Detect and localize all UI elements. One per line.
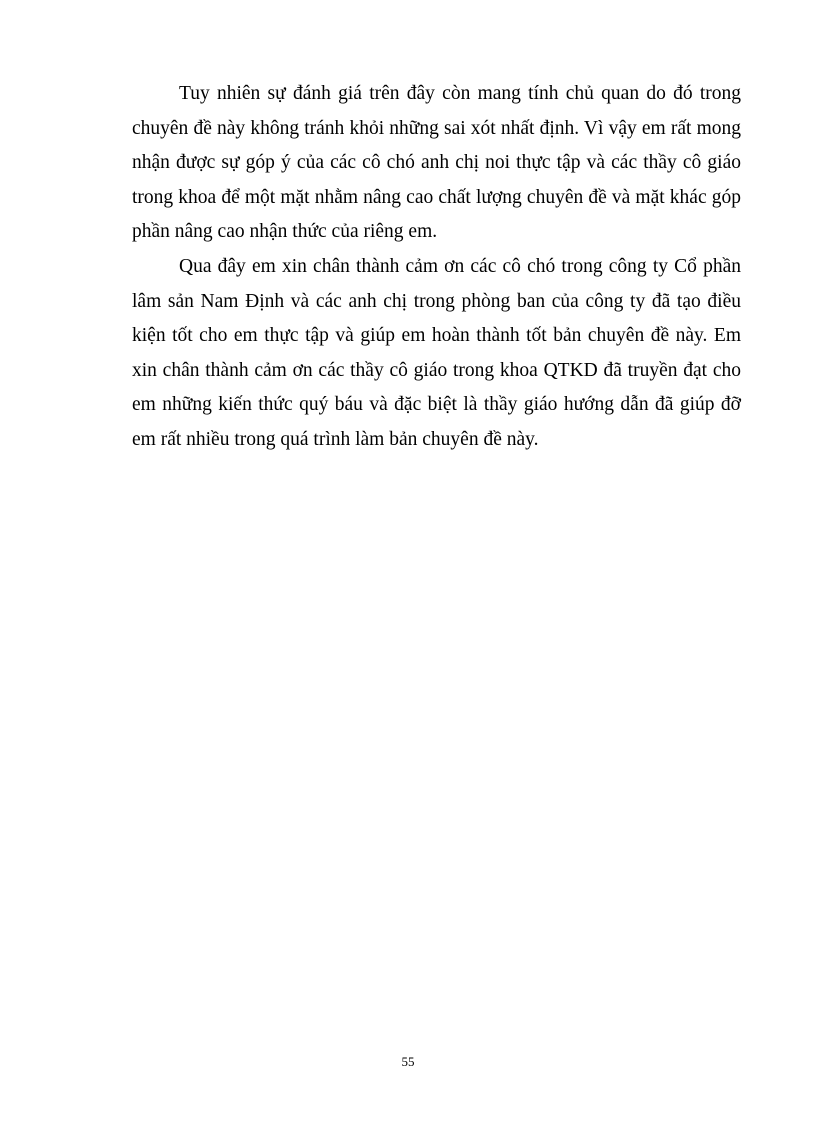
paragraph-evaluation-limitations: Tuy nhiên sự đánh giá trên đây còn mang tính chủ quan do đó trong chuyên đề này không tránh khỏi những sai xót nhất định. Vì vậy em rất mong nhận được sự góp ý của các cô chó anh chị noi thực tập và các thầy cô giáo trong khoa để một mặt nhằm nâng cao chất lượng chuyên đề và mặt khác góp phần nâng cao nhận thức của riêng em. (132, 83, 741, 243)
body-text (132, 77, 741, 458)
page-number: 55 (401, 1054, 415, 1069)
paragraph-acknowledgements: Qua đây em xin chân thành cảm ơn các cô chó trong công ty Cổ phần lâm sản Nam Định và các anh chị trong phòng ban của công ty đã tạo điều kiện tốt cho em thực tập và giúp em hoàn thành tốt bản chuyên đề này. Em xin chân thành cảm ơn các thầy cô giáo trong khoa QTKD đã truyền đạt cho em những kiến thức quý báu và đặc biệt là thầy giáo hướng dẫn đã giúp đỡ em rất nhiều trong quá trình làm bản chuyên đề này. (132, 255, 741, 450)
